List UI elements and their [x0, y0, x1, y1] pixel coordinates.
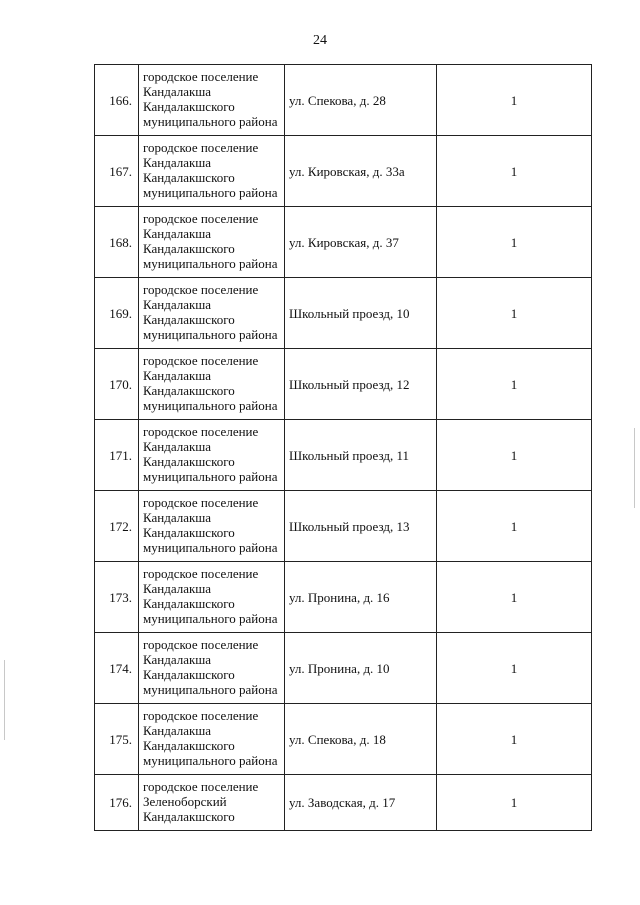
- quantity-cell: 1: [437, 562, 592, 633]
- page-number: 24: [313, 33, 327, 48]
- quantity-cell: 1: [437, 704, 592, 775]
- quantity-cell: 1: [437, 775, 592, 831]
- settlement-cell: городское поселение Зеленоборский Кандалакшского: [139, 775, 285, 831]
- settlement-cell: городское поселение Кандалакша Кандалакшского муниципального района: [139, 65, 285, 136]
- address-cell: ул. Спекова, д. 28: [285, 65, 437, 136]
- settlement-cell: городское поселение Кандалакша Кандалакшского муниципального района: [139, 278, 285, 349]
- address-cell: ул. Кировская, д. 33а: [285, 136, 437, 207]
- row-number: 171.: [95, 420, 139, 491]
- row-number: 172.: [95, 491, 139, 562]
- row-number: 168.: [95, 207, 139, 278]
- table-row: [95, 207, 592, 278]
- scan-margin-mark: [4, 660, 5, 740]
- table-row: [95, 775, 592, 831]
- settlement-cell: городское поселение Кандалакша Кандалакшского муниципального района: [139, 491, 285, 562]
- settlement-cell: городское поселение Кандалакша Кандалакшского муниципального района: [139, 136, 285, 207]
- address-cell: ул. Заводская, д. 17: [285, 775, 437, 831]
- settlement-cell: городское поселение Кандалакша Кандалакшского муниципального района: [139, 562, 285, 633]
- address-cell: ул. Пронина, д. 10: [285, 633, 437, 704]
- quantity-cell: 1: [437, 136, 592, 207]
- address-cell: Школьный проезд, 12: [285, 349, 437, 420]
- address-cell: Школьный проезд, 13: [285, 491, 437, 562]
- quantity-cell: 1: [437, 349, 592, 420]
- quantity-cell: 1: [437, 278, 592, 349]
- table-row: [95, 562, 592, 633]
- quantity-cell: 1: [437, 65, 592, 136]
- settlement-cell: городское поселение Кандалакша Кандалакшского муниципального района: [139, 704, 285, 775]
- table-row: [95, 491, 592, 562]
- table-row: [95, 65, 592, 136]
- address-cell: ул. Пронина, д. 16: [285, 562, 437, 633]
- settlement-cell: городское поселение Кандалакша Кандалакшского муниципального района: [139, 349, 285, 420]
- row-number: 174.: [95, 633, 139, 704]
- table-row: [95, 278, 592, 349]
- row-number: 176.: [95, 775, 139, 831]
- quantity-cell: 1: [437, 633, 592, 704]
- table-row: [95, 136, 592, 207]
- quantity-cell: 1: [437, 491, 592, 562]
- row-number: 173.: [95, 562, 139, 633]
- table-row: [95, 704, 592, 775]
- address-cell: Школьный проезд, 11: [285, 420, 437, 491]
- table-row: [95, 420, 592, 491]
- row-number: 169.: [95, 278, 139, 349]
- row-number: 170.: [95, 349, 139, 420]
- address-cell: Школьный проезд, 10: [285, 278, 437, 349]
- address-cell: ул. Спекова, д. 18: [285, 704, 437, 775]
- quantity-cell: 1: [437, 420, 592, 491]
- row-number: 166.: [95, 65, 139, 136]
- table-row: [95, 349, 592, 420]
- quantity-cell: 1: [437, 207, 592, 278]
- row-number: 167.: [95, 136, 139, 207]
- settlement-cell: городское поселение Кандалакша Кандалакшского муниципального района: [139, 207, 285, 278]
- table-row: [95, 633, 592, 704]
- settlement-cell: городское поселение Кандалакша Кандалакшского муниципального района: [139, 420, 285, 491]
- scan-margin-mark: [634, 428, 635, 508]
- registry-table: [94, 64, 592, 831]
- row-number: 175.: [95, 704, 139, 775]
- settlement-cell: городское поселение Кандалакша Кандалакшского муниципального района: [139, 633, 285, 704]
- address-cell: ул. Кировская, д. 37: [285, 207, 437, 278]
